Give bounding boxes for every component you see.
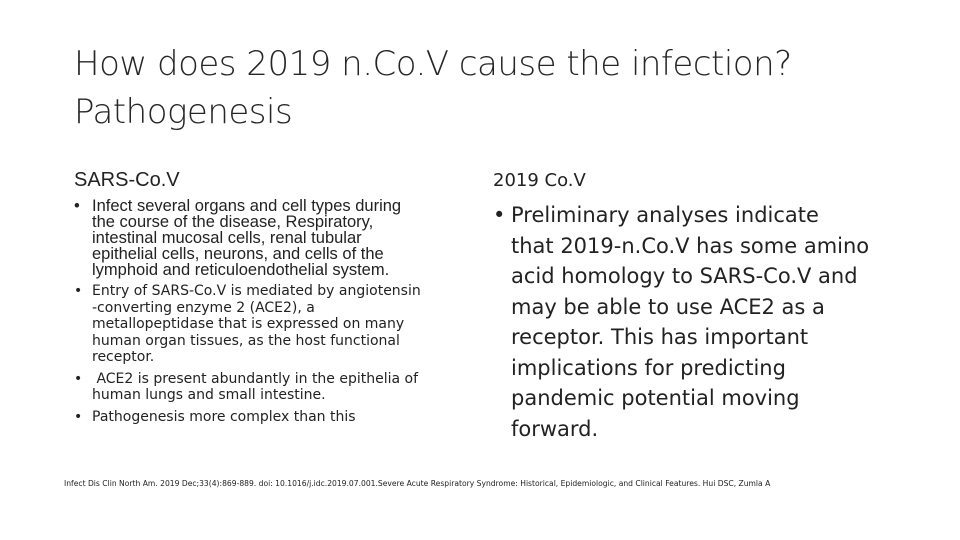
slide-title [74, 40, 894, 136]
bullet-text-line: ACE2 is present abundantly in the epithelia of [92, 370, 419, 387]
bullet-text-line: Pathogenesis more complex than this [92, 408, 356, 425]
bullet-icon: • [74, 408, 83, 425]
bullet-text-line: receptor. This has important [511, 325, 809, 349]
slide-title-line: Pathogenesis [74, 92, 293, 132]
bullet-text-line: may be able to use ACE2 as a [511, 294, 825, 319]
slide-title-line: How does 2019 n.Co.V cause the infection? [74, 44, 792, 84]
bullet-text-line: Infect several organs and cell types during [92, 197, 402, 215]
bullet-text-line: that 2019-n.Co.V has some amino [511, 233, 870, 258]
list-item [74, 198, 474, 278]
bullet-text-line: human lungs and small intestine. [92, 387, 326, 403]
bullet-text-line: human organ tissues, as the host functional [92, 332, 400, 349]
right-column-heading: 2019 Co.V [493, 170, 586, 191]
bullet-text-line: -converting enzyme 2 (ACE2), a [92, 299, 315, 316]
bullet-text-line: Entry of SARS-Co.V is mediated by angiotensin [92, 283, 421, 299]
list-item [74, 283, 474, 366]
bullet-text-line: lymphoid and reticuloendothelial system. [92, 261, 390, 279]
bullet-text-line: the course of the disease, Respiratory, [92, 213, 374, 231]
bullet-text-line: pandemic potential moving [511, 386, 800, 410]
left-column-heading: SARS-Co.V [74, 169, 180, 191]
bullet-icon: • [74, 370, 83, 387]
bullet-text-line: implications for predicting [511, 355, 786, 380]
bullet-text-line: epithelial cells, neurons, and cells of the [92, 245, 384, 263]
bullet-text-line: acid homology to SARS-Co.V and [511, 264, 858, 288]
bullet-icon: • [74, 283, 83, 299]
right-bullet-list [493, 200, 893, 444]
left-bullet-list [74, 198, 474, 430]
bullet-icon: • [493, 203, 506, 227]
bullet-icon: • [74, 197, 80, 215]
citation-footnote: Infect Dis Clin North Am. 2019 Dec;33(4):869-889. doi: 10.1016/j.idc.2019.07.001.Severe Acute Respiratory Syndrome: Historical, Epidemiologic, and Clinical Features. Hui DSC, Zumla A [64, 479, 771, 488]
bullet-text-line: Preliminary analyses indicate [511, 203, 819, 227]
list-item [74, 371, 474, 404]
bullet-text-line: metallopeptidase that is expressed on many [92, 316, 405, 332]
bullet-text-line: receptor. [92, 349, 155, 365]
bullet-text-line: forward. [511, 416, 599, 441]
list-item [493, 200, 893, 444]
list-item [74, 409, 474, 426]
bullet-text-line: intestinal mucosal cells, renal tubular [92, 229, 362, 247]
